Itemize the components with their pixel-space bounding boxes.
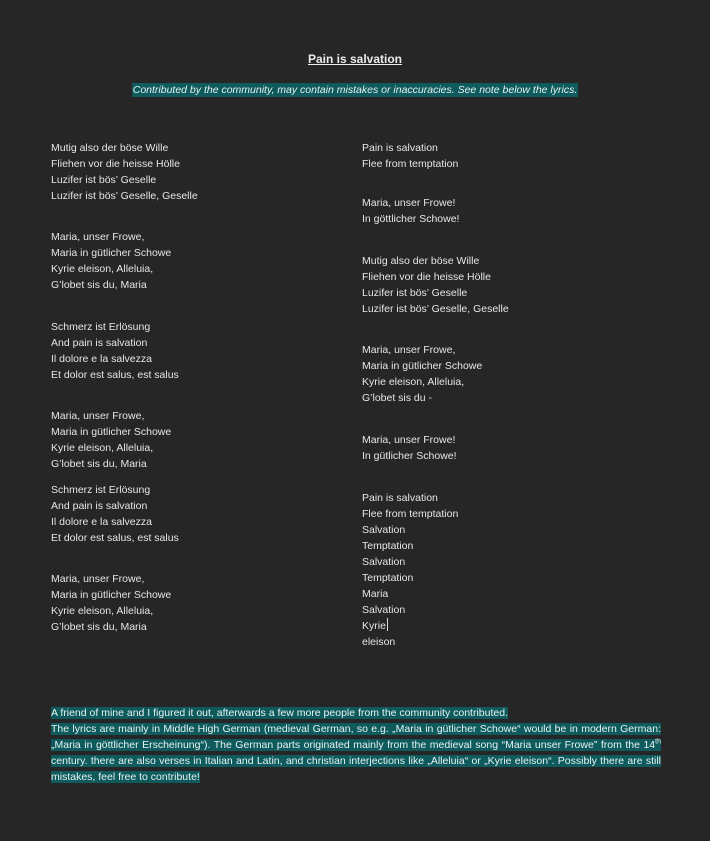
lyric-line-text: Pain is salvation xyxy=(362,492,438,504)
lyric-line xyxy=(362,448,457,464)
right-stanza xyxy=(362,140,458,172)
text-cursor xyxy=(387,618,388,631)
lyric-line xyxy=(51,498,179,514)
right-stanza xyxy=(362,490,458,650)
lyric-line xyxy=(362,140,458,156)
lyric-line xyxy=(51,603,171,619)
lyric-line-text: Maria in gütlicher Schowe xyxy=(51,426,172,438)
left-stanza xyxy=(51,571,171,635)
right-stanza xyxy=(362,432,457,464)
lyric-line xyxy=(362,211,459,227)
lyric-line xyxy=(51,530,179,546)
lyric-line-text: eleison xyxy=(362,636,396,648)
lyric-line-text: Schmerz ist Erlösung xyxy=(51,321,151,333)
lyric-line xyxy=(362,432,457,448)
lyric-line-text: Fliehen vor die heisse Hölle xyxy=(362,271,491,283)
lyric-line xyxy=(362,374,482,390)
lyric-line xyxy=(51,408,171,424)
lyric-line xyxy=(362,618,458,634)
lyric-line-text: Il dolore e la salvezza xyxy=(51,353,152,365)
lyric-line xyxy=(51,367,179,383)
lyric-line xyxy=(51,619,171,635)
lyric-line xyxy=(51,456,171,472)
lyric-line xyxy=(51,335,179,351)
lyric-line xyxy=(51,514,179,530)
lyric-line-text: Maria, unser Frowe, xyxy=(51,231,145,243)
left-stanza xyxy=(51,408,171,472)
lyric-line xyxy=(51,319,179,335)
lyric-line-text: Maria in gütlicher Schowe xyxy=(51,247,172,259)
lyric-line xyxy=(51,277,171,293)
lyric-line-text: G’lobet sis du, Maria xyxy=(51,279,147,291)
lyric-line xyxy=(51,172,198,188)
footnote-superscript: th xyxy=(655,738,661,746)
lyric-line-text: Luzifer ist bös’ Geselle, Geselle xyxy=(362,303,509,315)
footnote-text-end: century. there are also verses in Italian and Latin, and christian interjections like „Alleluia“ or „Kyrie eleison“. Possibly there are still mistakes, feel free to contribute! xyxy=(51,755,661,783)
lyric-line-text: Maria in gütlicher Schowe xyxy=(362,360,483,372)
lyric-line-text: And pain is salvation xyxy=(51,500,148,512)
lyric-line xyxy=(362,285,509,301)
lyric-line-text: And pain is salvation xyxy=(51,337,148,349)
lyric-line-text: Kyrie xyxy=(362,620,386,632)
lyric-line xyxy=(51,140,198,156)
lyric-line-text: In göttlicher Schowe! xyxy=(362,213,460,225)
lyric-line-text: Flee from temptation xyxy=(362,508,459,520)
right-stanza xyxy=(362,342,482,406)
lyric-line-text: Maria, unser Frowe! xyxy=(362,197,456,209)
lyric-line xyxy=(51,587,171,603)
lyric-line-text: G’lobet sis du, Maria xyxy=(51,458,147,470)
lyric-line-text: Maria, unser Frowe, xyxy=(362,344,456,356)
lyric-line-text: Luzifer ist bös’ Geselle, Geselle xyxy=(51,190,198,202)
lyric-line xyxy=(362,602,458,618)
lyric-line xyxy=(362,490,458,506)
lyric-line-text: Luzifer ist bös’ Geselle xyxy=(51,174,157,186)
lyric-line xyxy=(362,269,509,285)
contribution-note-text: Contributed by the community, may contain mistakes or inaccuracies. See note below the lyrics. xyxy=(132,84,578,96)
lyric-line xyxy=(51,482,179,498)
lyric-line xyxy=(362,522,458,538)
lyric-line-text: Salvation xyxy=(362,556,406,568)
lyric-line-text: Temptation xyxy=(362,572,414,584)
lyric-line xyxy=(362,554,458,570)
lyric-line-text: Et dolor est salus, est salus xyxy=(51,369,179,381)
lyric-line-text: Il dolore e la salvezza xyxy=(51,516,152,528)
left-stanza xyxy=(51,319,179,383)
lyric-line-text: Mutig also der böse Wille xyxy=(362,255,480,267)
right-stanza xyxy=(362,195,459,227)
lyric-line-text: Kyrie eleison, Alleluia, xyxy=(51,263,154,275)
footnote xyxy=(51,705,661,785)
lyric-line-text: Kyrie eleison, Alleluia, xyxy=(51,605,154,617)
right-stanza xyxy=(362,253,509,317)
lyric-line-text: Temptation xyxy=(362,540,414,552)
lyric-line xyxy=(362,586,458,602)
lyric-line-text: Luzifer ist bös’ Geselle xyxy=(362,287,468,299)
lyric-line-text: Salvation xyxy=(362,604,406,616)
lyric-line xyxy=(362,301,509,317)
lyric-line xyxy=(51,188,198,204)
contribution-note xyxy=(0,84,710,96)
lyric-line xyxy=(51,245,171,261)
lyric-line-text: Mutig also der böse Wille xyxy=(51,142,169,154)
left-stanza xyxy=(51,229,171,293)
lyric-line xyxy=(362,570,458,586)
lyric-line xyxy=(362,342,482,358)
page-title: Pain is salvation xyxy=(307,52,403,66)
lyric-line xyxy=(51,261,171,277)
lyric-line xyxy=(362,253,509,269)
lyric-line-text: Maria, unser Frowe, xyxy=(51,573,145,585)
lyric-line xyxy=(51,440,171,456)
lyric-line xyxy=(51,351,179,367)
lyric-line-text: Schmerz ist Erlösung xyxy=(51,484,151,496)
lyric-line xyxy=(51,424,171,440)
lyric-line-text: Maria, unser Frowe, xyxy=(51,410,145,422)
lyric-line xyxy=(51,229,171,245)
lyric-line xyxy=(362,390,482,406)
lyric-line-text: Et dolor est salus, est salus xyxy=(51,532,179,544)
lyric-line-text: In gütlicher Schowe! xyxy=(362,450,457,462)
left-stanza xyxy=(51,140,198,204)
lyric-line-text: G’lobet sis du - xyxy=(362,392,433,404)
lyric-line xyxy=(362,538,458,554)
lyric-line-text: Maria, unser Frowe! xyxy=(362,434,456,446)
lyric-line-text: Flee from temptation xyxy=(362,158,459,170)
lyric-line xyxy=(362,506,458,522)
footnote-text-start: The lyrics are mainly in Middle High German (medieval German, so e.g. „Maria in gütlicher Schowe“ would be in modern German: „Maria in göttlicher Erscheinung“). The German parts originated mainly from the medieval song “Maria unser Frowe” from the 14 xyxy=(51,723,661,751)
lyric-line-text: G’lobet sis du, Maria xyxy=(51,621,147,633)
lyric-line-text: Salvation xyxy=(362,524,406,536)
lyric-line-text: Kyrie eleison, Alleluia, xyxy=(362,376,465,388)
lyric-line xyxy=(51,571,171,587)
lyric-line xyxy=(51,156,198,172)
lyric-line-text: Fliehen vor die heisse Hölle xyxy=(51,158,180,170)
lyric-line xyxy=(362,634,458,650)
footnote-line-1: A friend of mine and I figured it out, afterwards a few more people from the community contributed. xyxy=(51,707,508,719)
lyric-line xyxy=(362,358,482,374)
lyric-line-text: Maria xyxy=(362,588,389,600)
lyric-line-text: Kyrie eleison, Alleluia, xyxy=(51,442,154,454)
lyric-line xyxy=(362,156,458,172)
lyric-line xyxy=(362,195,459,211)
footnote-paragraph xyxy=(51,723,661,783)
lyric-line-text: Pain is salvation xyxy=(362,142,438,154)
left-stanza xyxy=(51,482,179,546)
lyric-line-text: Maria in gütlicher Schowe xyxy=(51,589,172,601)
